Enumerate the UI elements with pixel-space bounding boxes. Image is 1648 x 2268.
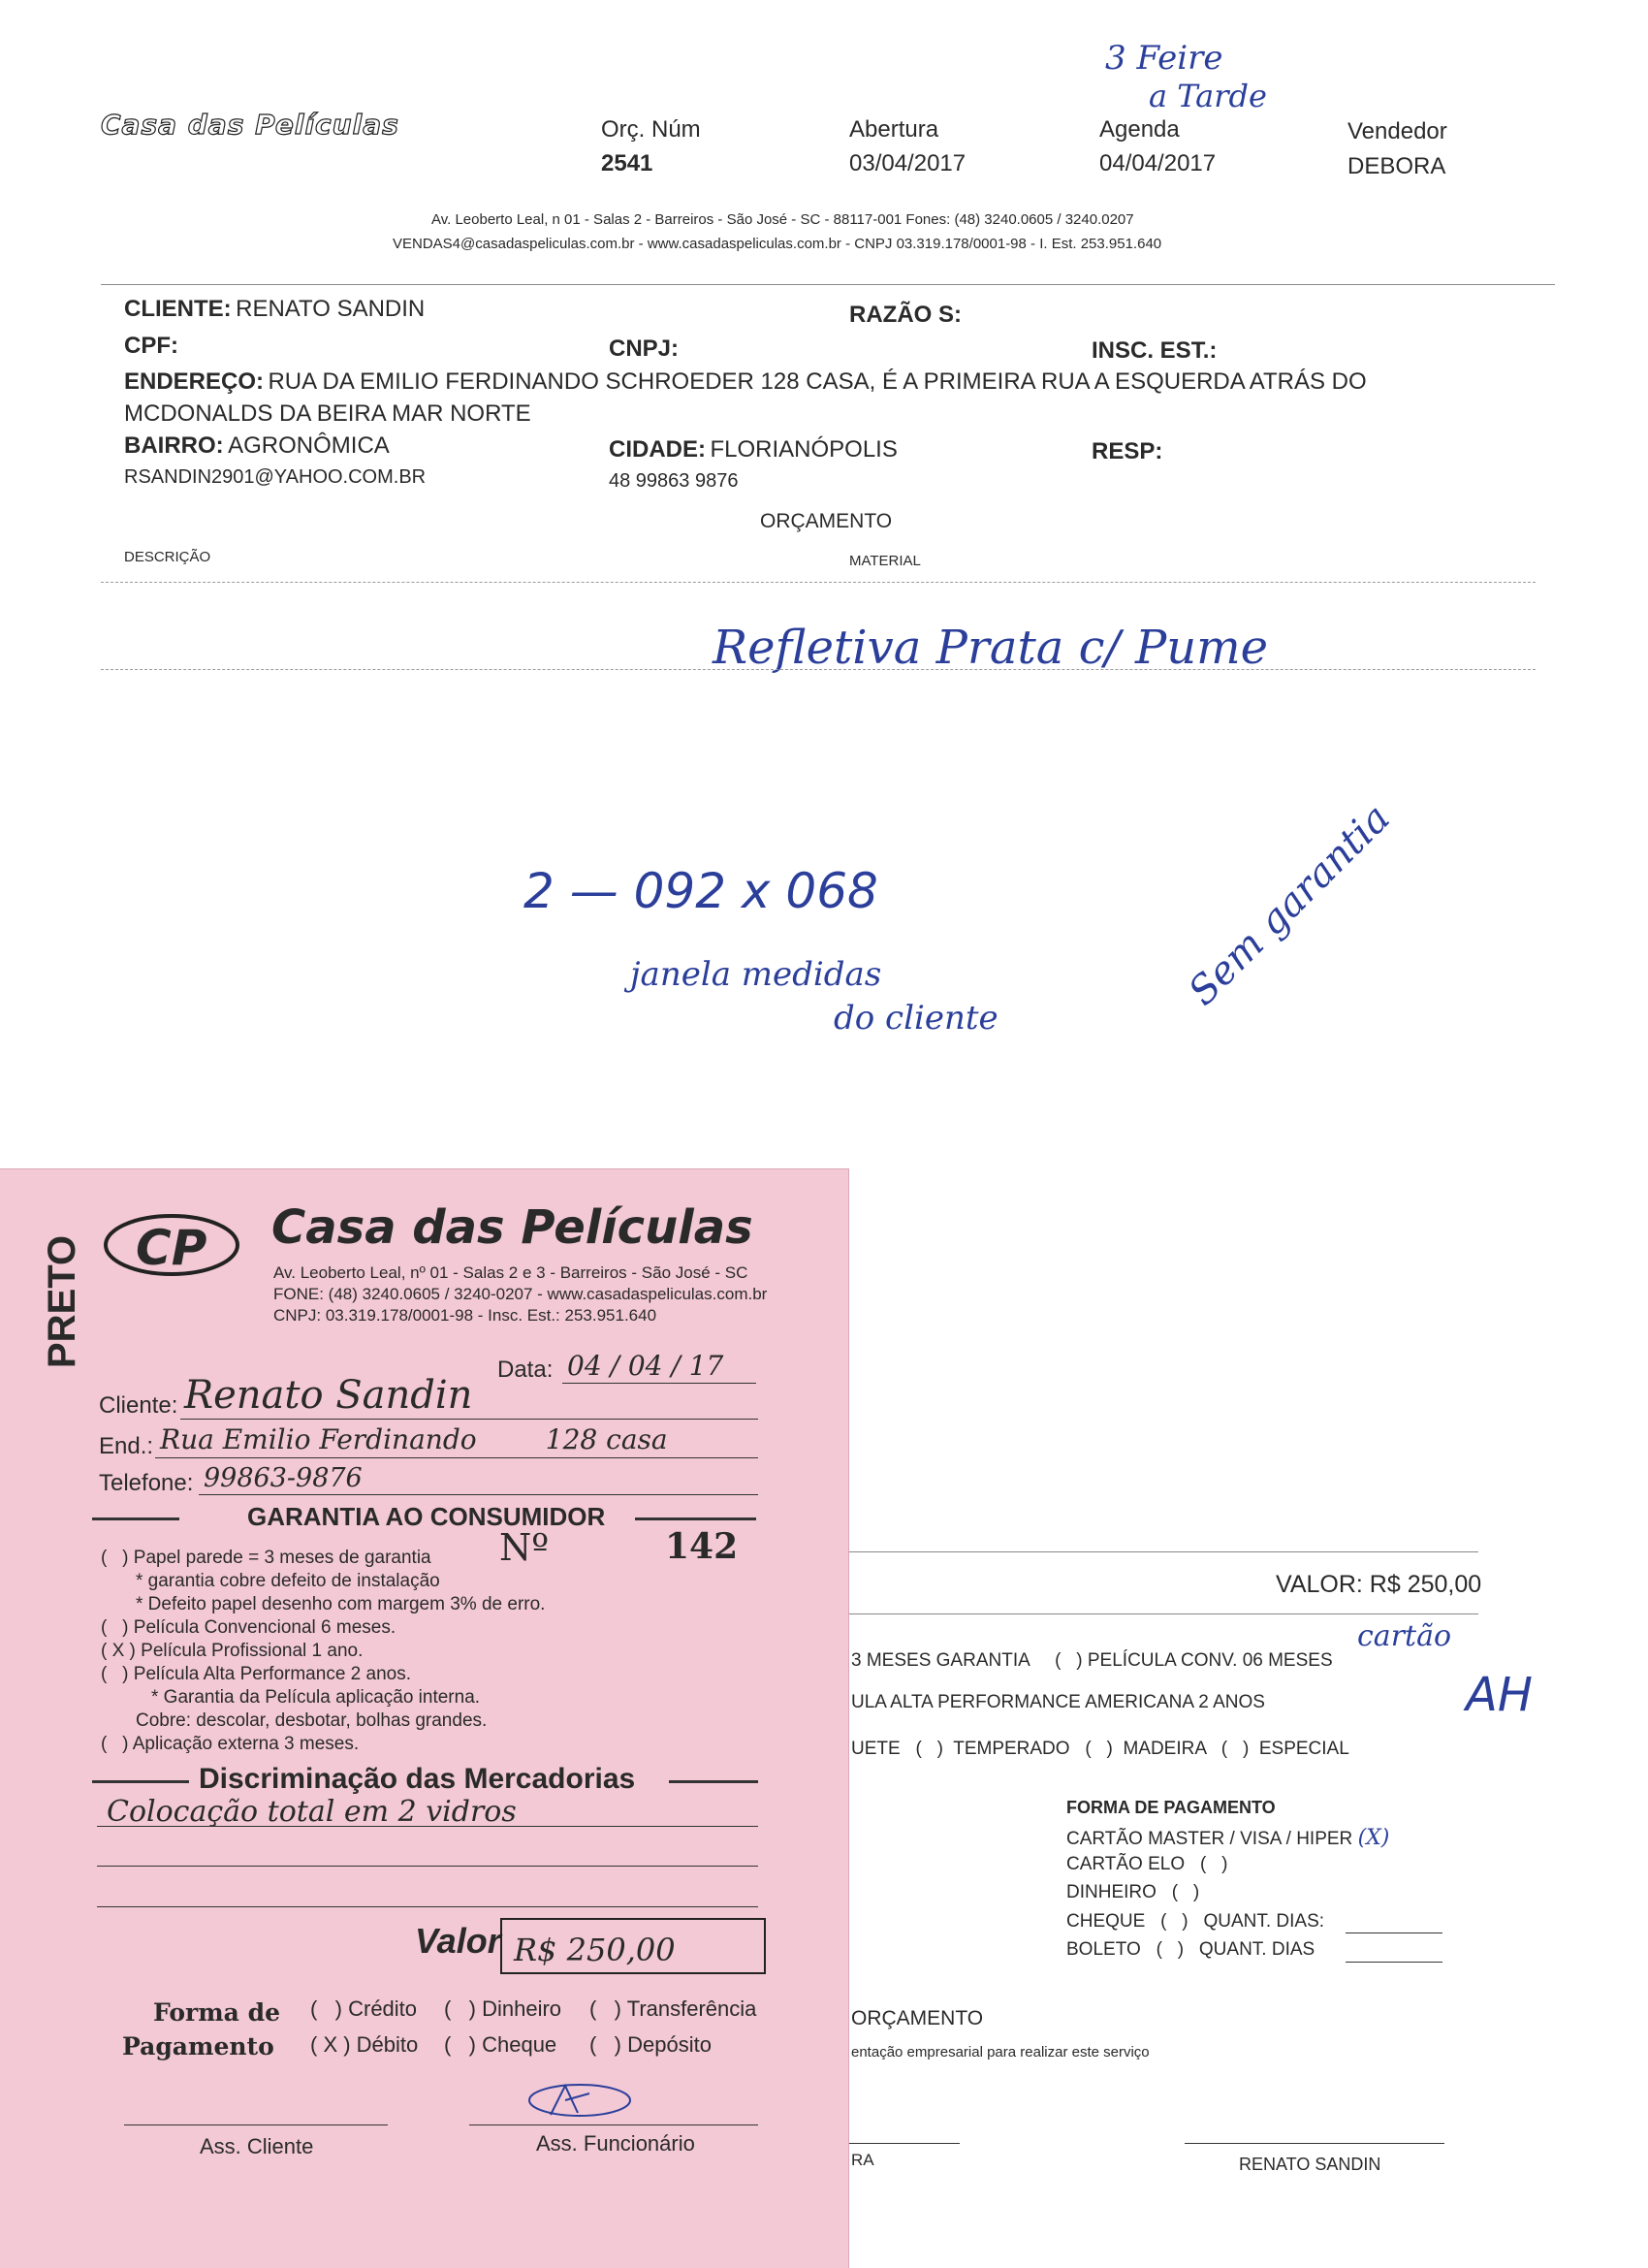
receipt-number: 142	[665, 1526, 739, 1567]
orc-label: Orç. Núm	[601, 116, 701, 143]
receipt-phone: FONE: (48) 3240.0605 / 3240-0207 - www.casadaspeliculas.com.br	[273, 1285, 768, 1303]
garantia-item: * Garantia da Película aplicação interna.	[151, 1687, 481, 1708]
abertura-value: 03/04/2017	[849, 150, 967, 176]
ass-cliente: Ass. Cliente	[200, 2134, 314, 2158]
pag-cheque: CHEQUE ( ) QUANT. DIAS:	[1066, 1911, 1325, 1932]
pag-cartao: CARTÃO MASTER / VISA / HIPER	[1066, 1829, 1353, 1849]
valor-label: Valor	[415, 1921, 501, 1961]
garantia-item: Cobre: descolar, desbotar, bolhas grandes.	[136, 1710, 488, 1731]
cidade-row	[609, 436, 898, 463]
line	[97, 1826, 758, 1827]
descricao-label: DESCRIÇÃO	[124, 549, 211, 565]
sign-right-label: RENATO SANDIN	[1239, 2155, 1381, 2174]
receipt-telefone-value: 99863-9876	[204, 1463, 363, 1493]
discrim-title: Discriminação das Mercadorias	[199, 1763, 636, 1795]
handwritten-initials: AH	[1466, 1668, 1533, 1722]
sign-left-label: RA	[851, 2151, 874, 2169]
receipt-end-label: End.:	[99, 1433, 154, 1459]
cliente-row	[124, 296, 425, 323]
line	[92, 1780, 189, 1783]
endereco-label: ENDEREÇO:	[124, 368, 265, 395]
line	[562, 1383, 756, 1384]
forma-pagamento-title: FORMA DE PAGAMENTO	[1066, 1798, 1276, 1817]
line	[97, 1906, 758, 1907]
vendedor-value: DEBORA	[1347, 153, 1446, 179]
opt-cheque: ( ) Cheque	[444, 2032, 557, 2057]
client-email: RSANDIN2901@YAHOO.COM.BR	[124, 466, 427, 488]
receipt-data-value: 04 / 04 / 17	[567, 1350, 724, 1382]
orcamento-footer: ORÇAMENTO	[851, 2007, 984, 2029]
razao-label: RAZÃO S:	[849, 302, 962, 328]
orcamento-title: ORÇAMENTO	[760, 510, 893, 532]
signature-mark	[522, 2076, 638, 2129]
receipt-cliente-value: Renato Sandin	[184, 1373, 473, 1418]
pag-dinheiro: DINHEIRO ( )	[1066, 1882, 1200, 1902]
handwritten-note: 3 Feire	[1105, 39, 1223, 78]
pag-cartao-mark: (X)	[1357, 1826, 1390, 1850]
opt-credito: ( ) Crédito	[310, 1996, 418, 2021]
garantia-item: ( X ) Película Profissional 1 ano.	[101, 1641, 364, 1661]
receipt-company: Casa das Películas	[271, 1200, 753, 1255]
cliente-value: RENATO SANDIN	[236, 296, 426, 322]
cidade-value: FLORIANÓPOLIS	[710, 436, 898, 463]
material-label: MATERIAL	[849, 553, 921, 569]
discrim-value: Colocação total em 2 vidros	[107, 1795, 517, 1829]
endereco-value: RUA DA EMILIO FERDINANDO SCHROEDER 128 CASA, É A PRIMEIRA RUA A ESQUERDA ATRÁS DO	[268, 368, 1367, 395]
divider	[848, 1551, 1478, 1552]
contact-line: VENDAS4@casadaspeliculas.com.br - www.casadaspeliculas.com.br - CNPJ 03.319.178/0001-98 - I. Est. 253.951.640	[393, 236, 1162, 252]
opt-transferencia: ( ) Transferência	[589, 1996, 757, 2021]
receipt-cliente-label: Cliente:	[99, 1392, 178, 1419]
garantia-item: ( ) Papel parede = 3 meses de garantia	[101, 1548, 431, 1568]
vendedor-label: Vendedor	[1347, 118, 1447, 144]
signature-line	[848, 2143, 960, 2144]
handwritten-note: a Tarde	[1149, 78, 1267, 114]
handwritten-note: cartão	[1357, 1619, 1452, 1653]
line	[180, 1419, 758, 1420]
insc-label: INSC. EST.:	[1092, 337, 1218, 364]
cidade-label: CIDADE:	[609, 436, 706, 463]
handwritten-note: janela medidas	[630, 955, 882, 994]
endereco-row	[124, 368, 1367, 396]
line	[92, 1517, 179, 1520]
pag-boleto: BOLETO ( ) QUANT. DIAS	[1066, 1939, 1315, 1960]
garantia-line: 3 MESES GARANTIA ( ) PELÍCULA CONV. 06 MESES	[851, 1650, 1333, 1671]
footer-note: entação empresarial para realizar este serviço	[851, 2044, 1150, 2060]
garantia-item: * garantia cobre defeito de instalação	[136, 1571, 440, 1591]
bairro-value: AGRONÔMICA	[228, 432, 390, 459]
forma-label: Forma de	[153, 1998, 280, 2027]
line	[155, 1457, 758, 1458]
agenda-value: 04/04/2017	[1099, 150, 1217, 176]
signature-icon	[522, 2076, 638, 2124]
dias-line	[1346, 1962, 1442, 1963]
agenda-label: Agenda	[1099, 116, 1180, 143]
opt-deposito: ( ) Depósito	[589, 2032, 712, 2057]
handwritten-note: Sem garantia	[1180, 795, 1399, 1014]
receipt-telefone-label: Telefone:	[99, 1470, 194, 1496]
opt-dinheiro: ( ) Dinheiro	[444, 1996, 562, 2021]
handwritten-note: do cliente	[834, 999, 998, 1038]
divider	[848, 1613, 1478, 1614]
client-phone: 48 99863 9876	[609, 470, 739, 492]
performance-line: ULA ALTA PERFORMANCE AMERICANA 2 ANOS	[851, 1692, 1265, 1712]
bairro-label: BAIRRO:	[124, 432, 224, 459]
receipt-side-label: PRETO	[41, 1234, 83, 1368]
garantia-item: ( ) Película Convencional 6 meses.	[101, 1617, 396, 1638]
pag-elo: CARTÃO ELO ( )	[1066, 1854, 1228, 1874]
receipt-addr: Av. Leoberto Leal, nº 01 - Salas 2 e 3 - Barreiros - São José - SC	[273, 1263, 748, 1282]
cnpj-label: CNPJ:	[609, 335, 680, 362]
line	[199, 1494, 758, 1495]
cliente-label: CLIENTE:	[124, 296, 232, 322]
ass-funcionario: Ass. Funcionário	[536, 2131, 695, 2156]
divider	[101, 284, 1555, 285]
bairro-row	[124, 432, 390, 460]
line	[97, 1866, 758, 1867]
orc-value: 2541	[601, 150, 653, 176]
garantia-item: * Defeito papel desenho com margem 3% de erro.	[136, 1594, 546, 1614]
company-logo: Casa das Películas	[101, 109, 399, 141]
signature-line	[1185, 2143, 1444, 2144]
warranty-receipt	[0, 1168, 849, 2268]
address-line: Av. Leoberto Leal, n 01 - Salas 2 - Barreiros - São José - SC - 88117-001 Fones: (48) 3240.0605 / 3240.0207	[431, 211, 1134, 228]
line	[635, 1517, 756, 1520]
cpf-label: CPF:	[124, 333, 178, 359]
numero-symbol: Nº	[499, 1526, 550, 1569]
garantia-title: GARANTIA AO CONSUMIDOR	[247, 1502, 606, 1531]
forma-label: Pagamento	[122, 2032, 274, 2060]
cp-logo-text: CP	[136, 1220, 207, 1276]
handwritten-material: Refletiva Prata c/ Pume	[713, 621, 1269, 675]
signature-line	[124, 2124, 388, 2125]
garantia-item: ( ) Película Alta Performance 2 anos.	[101, 1664, 411, 1684]
pag-cartao-row	[1066, 1826, 1389, 1850]
endereco-value-cont: MCDONALDS DA BEIRA MAR NORTE	[124, 400, 531, 427]
valor-total: VALOR: R$ 250,00	[1276, 1571, 1482, 1598]
receipt-cnpj: CNPJ: 03.319.178/0001-98 - Insc. Est.: 253.951.640	[273, 1306, 657, 1325]
abertura-label: Abertura	[849, 116, 939, 143]
line	[669, 1780, 758, 1783]
signature-line	[469, 2124, 758, 2125]
garantia-item: ( ) Aplicação externa 3 meses.	[101, 1734, 360, 1754]
vidros-line: UETE ( ) TEMPERADO ( ) MADEIRA ( ) ESPECIAL	[851, 1739, 1349, 1759]
receipt-end-value: Rua Emilio Ferdinando 128 casa	[160, 1423, 668, 1455]
receipt-data-label: Data:	[497, 1357, 554, 1383]
resp-label: RESP:	[1092, 438, 1163, 464]
handwritten-measure: 2 — 092 x 068	[523, 863, 878, 919]
valor-value: R$ 250,00	[514, 1932, 676, 1968]
opt-debito: ( X ) Débito	[310, 2032, 419, 2057]
divider	[101, 582, 1536, 583]
divider	[101, 669, 1536, 670]
